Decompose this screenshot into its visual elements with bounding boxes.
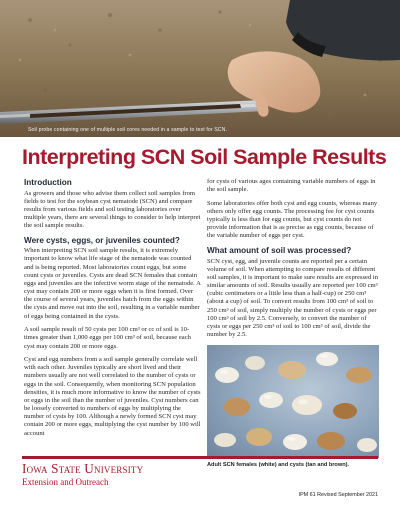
publication-id: IPM 61 Revised September 2021 <box>298 492 378 498</box>
hero-caption: Soil probe containing one of multiple soil cores needed in a sample to test for SCN. <box>28 127 228 133</box>
cyst-comparison-paragraph: A soil sample result of 50 cysts per 100 cm³ or cc of soil is 10-times greater than 1,000 eggs per 100 cm³ of soil, because each cyst may contain 200 or more eggs. <box>24 326 191 350</box>
soil-probe-illustration <box>0 0 400 137</box>
soil-volume-paragraph: SCN cyst, egg, and juvenile counts are reported per a certain volume of soil. When attempting to compare results of different soil samples, it is important to make sure results are expressed in similar amounts of soil. Results usually are reported per 100 cm³ (cubic centimeters or a little less than a half-cup) or 250 cm³ (about a cup) of soil. To convert results from 100 cm³ of soil to 250 cm³ of soil, simply multiply the number of cysts or eggs per 100 cm³ of soil by 2.5. Conversely, to convert the number of cysts or eggs per 250 cm³ of soil to 100 cm³ of soil, divide the number by 2.5. <box>207 257 379 338</box>
extension-outreach-text: Extension and Outreach <box>22 477 109 487</box>
left-column <box>24 178 201 443</box>
cysts-illustration <box>207 345 379 458</box>
page-title: Interpreting SCN Soil Sample Results <box>22 145 387 169</box>
intro-paragraph: As growers and those who advise them collect soil samples from fields to test for the soybean cyst nematode (SCN) and compare results from various fields and soil testing laboratories over multiple years, there are several things to consider to help interpret the soil sample results. <box>24 189 201 230</box>
question-heading-cysts-eggs: Were cysts, eggs, or juveniles counted? <box>24 235 180 245</box>
continued-paragraph: for cysts of various ages containing variable numbers of eggs in the soil sample. <box>207 178 376 194</box>
footer-divider <box>22 456 378 459</box>
cysts-photo-caption: Adult SCN females (white) and cysts (tan and brown). <box>207 461 350 468</box>
right-column <box>207 178 379 469</box>
laboratories-paragraph: Some laboratories offer both cyst and egg counts, whereas many others only offer egg counts. The processing fee for cyst counts typically is less than for egg counts, but cyst counts do not provide information that is as precise as egg counts, because of the variable number of eggs per cyst. <box>207 199 378 240</box>
life-stage-paragraph: When interpreting SCN soil sample results, it is extremely important to know what life stage of the nematode was counted and is being reported. Most laboratories count eggs, but some count cysts or juveniles. Cysts are dead SCN females that contain eggs and juveniles are the infective worm stage of the nematode. A cyst may contain 200 or more eggs when it is first formed. Over the course of several years, juveniles hatch from the eggs within the cysts and move out into the soil, resulting in a variable number of eggs being contained in the cysts. <box>24 247 201 320</box>
intro-heading: Introduction <box>24 178 72 187</box>
question-heading-soil-amount: What amount of soil was processed? <box>207 246 352 256</box>
university-logo-text: Iowa State University <box>22 461 144 476</box>
scn-cysts-photo <box>207 345 379 458</box>
correlation-paragraph: Cyst and egg numbers from a soil sample generally correlate well with each other. Juveniles typically are short lived and their numbers usually are not well correlated to the number of cysts or eggs in the soil. Consequently, when monitoring SCN population densities, it is much more informative to know the number of cysts or eggs in the soil than the number of juveniles. Cyst numbers can be loosely converted to numbers of eggs by multiplying the number of cysts by 100. Although a newly formed SCN cyst may contain 200 or more eggs, multiplying the cyst number by 100 will account <box>24 356 201 437</box>
soil-probe-photo <box>0 0 400 137</box>
